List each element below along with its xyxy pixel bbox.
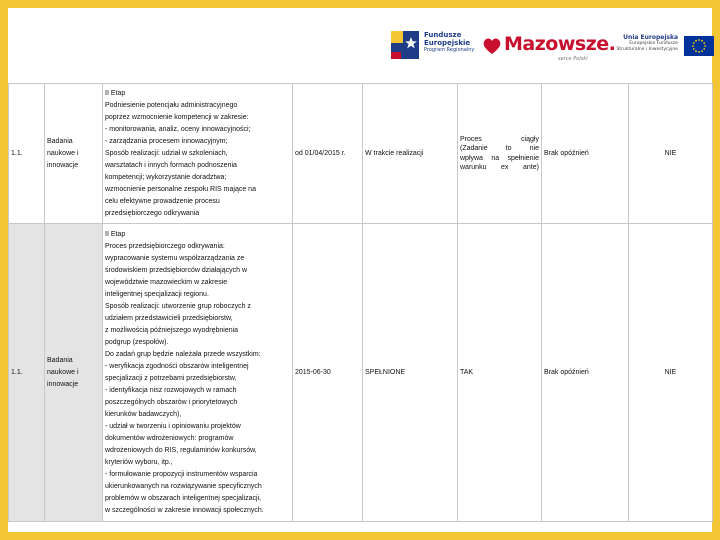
description-line: inteligentnej specjalizacji regionu.	[105, 290, 209, 298]
logo-bar	[8, 8, 712, 80]
fe-line1: Fundusze	[424, 31, 462, 39]
area-line: naukowe i	[47, 149, 79, 157]
description-line: podgrup (zespołów).	[105, 338, 169, 346]
fe-line3: Program Regionalny	[424, 47, 475, 53]
description-line: - identyfikacja nisz rozwojowych w ramach	[105, 386, 237, 394]
description-line: - formułowanie propozycji instrumentów wsparcia	[105, 470, 258, 478]
description-line: ukierunkowanych na rozwiązywanie specyficznych	[105, 482, 262, 490]
description-line: przedsiębiorczego odkrywania	[105, 209, 200, 217]
row-status: W trakcie realizacji	[363, 84, 458, 224]
description-line: dokumentów wdrożeniowych: programów	[105, 434, 234, 442]
row-delay: Brak opóźnień	[542, 224, 629, 522]
description-line: Sposób realizacji: utworzenie grup roboczych z	[105, 302, 251, 310]
condition-line: warunku ex ante)	[460, 164, 539, 171]
description-line: kryteriów wyboru, itp.,	[105, 458, 173, 466]
row-description	[103, 84, 293, 224]
condition-line: Proces ciągły	[460, 135, 539, 143]
description-line: warsztatach i innych formach podnoszenia	[105, 161, 237, 169]
row-number: 1.1.	[9, 84, 45, 224]
ue-line2: Europejskie Fundusze	[629, 41, 678, 46]
description-line: problemów w obszarach inteligentnej specjalizacji,	[105, 494, 262, 502]
mazowsze-logo	[482, 30, 616, 66]
mazowsze-name: Mazowsze.	[504, 33, 616, 55]
ue-line1: Unia Europejska	[623, 34, 678, 41]
row-condition	[458, 224, 542, 522]
description-line: wypracowanie systemu współzarządzania ze	[105, 254, 245, 262]
description-line: Proces przedsiębiorczego odkrywania:	[105, 242, 225, 250]
condition-line: (Zadanie to nie	[460, 145, 539, 152]
right-yellow-stripe	[712, 0, 720, 540]
fe-star-mark-icon	[388, 28, 422, 62]
description-line: - monitorowania, analiz, oceny innowacyjności;	[105, 125, 251, 133]
unia-europejska-logo	[614, 28, 718, 66]
description-line: środowiskiem przedsiębiorców działających w	[105, 266, 247, 274]
description-line: - zarządzania procesem innowacyjnym;	[105, 137, 228, 145]
description-line: Podniesienie potencjału administracyjnego	[105, 101, 238, 109]
row-status: SPEŁNIONE	[363, 224, 458, 522]
row-last: NIE	[629, 84, 713, 224]
description-line: w szczególności w zakresie innowacji społecznych.	[105, 506, 264, 514]
description-line: II Etap	[105, 89, 126, 97]
description-line: Do zadań grup będzie należała przede wszystkim:	[105, 350, 261, 358]
table-row	[9, 224, 713, 522]
area-line: Badania	[47, 356, 73, 364]
fe-line2: Europejskie	[424, 39, 471, 47]
description-line: celu efektywne prowadzenie procesu	[105, 197, 220, 205]
bottom-yellow-stripe	[0, 532, 720, 540]
description-line: z możliwością późniejszego wyodrębnienia	[105, 326, 239, 334]
top-yellow-stripe	[0, 0, 720, 8]
row-description	[103, 224, 293, 522]
mazowsze-tagline: serce Polski	[558, 56, 588, 62]
description-line: kompetencji; wykorzystanie doradztwa;	[105, 173, 227, 181]
condition-line: wpływa na spełnienie	[460, 154, 539, 162]
row-number: 1.1.	[9, 224, 45, 522]
ue-line3: Strukturalne i Inwestycyjne	[616, 47, 678, 52]
area-line: naukowe i	[47, 368, 79, 376]
description-line: wzmocnienie personalne zespołu RIS mające na	[105, 185, 256, 193]
row-last: NIE	[629, 224, 713, 522]
description-line: wdrożeniowych do RIS, regulaminów konkursów,	[105, 446, 257, 454]
condition-line: TAK	[460, 368, 474, 376]
tasks-table	[8, 83, 713, 522]
left-yellow-stripe	[0, 0, 8, 540]
description-line: kierunków badawczych),	[105, 410, 182, 418]
description-line: poprzez wzmocnienie kompetencji w zakresie:	[105, 113, 249, 121]
heart-icon	[482, 36, 502, 56]
row-delay: Brak opóźnień	[542, 84, 629, 224]
description-line: udziałem przedstawicieli przedsiębiorstw,	[105, 314, 233, 322]
row-condition	[458, 84, 542, 224]
description-line: Sposób realizacji: udział w szkoleniach,	[105, 149, 228, 157]
row-area	[45, 84, 103, 224]
area-line: Badania	[47, 137, 73, 145]
description-line: specjalizacji z potrzebami przedsiębiorstw,	[105, 374, 237, 382]
area-line: innowacje	[47, 380, 79, 388]
row-date: od 01/04/2015 r.	[293, 84, 363, 224]
description-line: II Etap	[105, 230, 126, 238]
description-line: województwie mazowieckim w zakresie	[105, 278, 228, 286]
row-area	[45, 224, 103, 522]
description-line: - weryfikacja zgodności obszarów inteligentnej	[105, 362, 249, 370]
row-date: 2015-06-30	[293, 224, 363, 522]
description-line: - udział w tworzeniu i opiniowaniu projektów	[105, 422, 241, 430]
eu-flag-icon	[684, 36, 714, 56]
description-line: poszczególnych obszarów i priorytetowych	[105, 398, 238, 406]
area-line: innowacje	[47, 161, 79, 169]
table-row	[9, 84, 713, 224]
